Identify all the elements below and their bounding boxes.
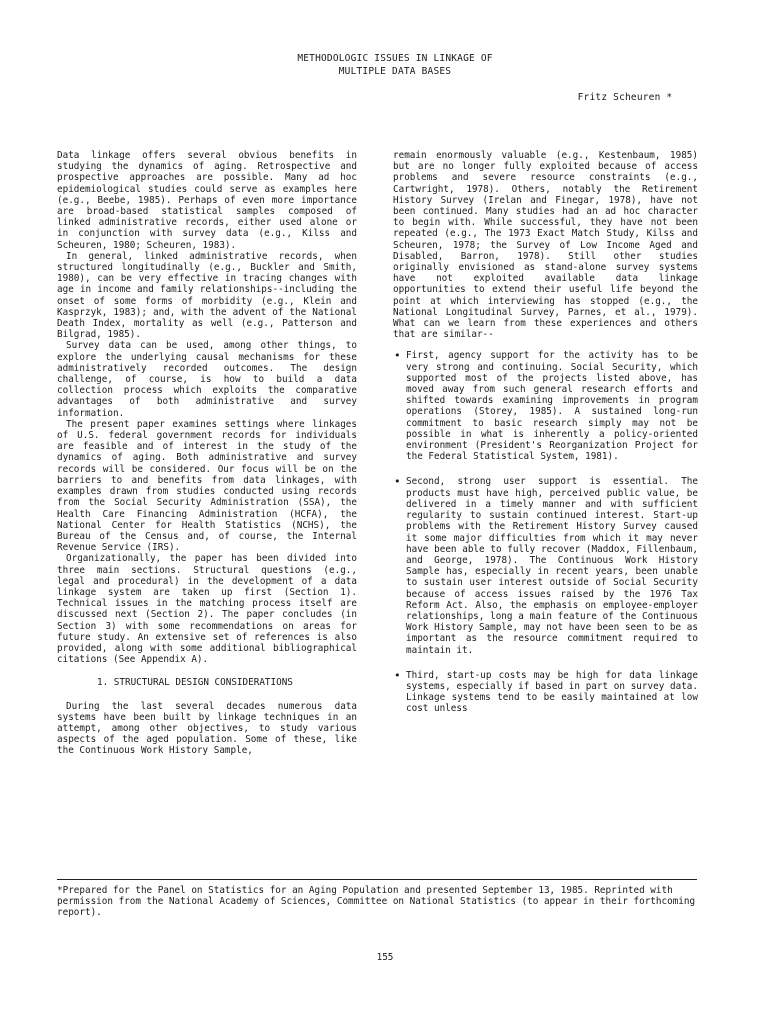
- footnote: *Prepared for the Panel on Statistics for an Aging Population and presented September 13, 1985. Reprinted with permission from the National Academy of Sciences, Committee on National Statistics (to appear in their forthcoming report).: [57, 885, 696, 919]
- paper-title-line-2: MULTIPLE DATA BASES: [338, 66, 452, 77]
- left-column: [57, 150, 357, 757]
- paragraph-present-paper: The present paper examines settings where linkages of U.S. federal government records for individuals are feasible and of interest in the study of the dynamics of aging. Both administrative and survey records will be considered. Our focus will be on the barriers to and benefits from data linkages, with examples drawn from studies conducted using records from the Social Security Administration (SSA), the Health Care Financing Administration (HCFA), the National Center for Health Statistics (NCHS), the Bureau of the Census and, of course, the Internal Revenue Service (IRS).: [57, 418, 357, 554]
- right-column: [393, 150, 698, 729]
- list-item: • First, agency support for the activity has to be very strong and continuing. Social Security, which supported most of the projects listed above, has moved away from such general research efforts and shifted towards examining improvements in program operations (Storey, 1985). A sustained long-run commitment to basic research simply may not be possible in what is inherently a policy-oriented environment (President's Reorganization Project for the Federal Statistical System, 1981).: [393, 350, 698, 462]
- paragraph-intro: Data linkage offers several obvious benefits in studying the dynamics of aging. Retrospective and prospective approaches are possible. Many ad hoc epidemiological studies could serve as examples here (e.g., Beebe, 1985). Perhaps of even more importance are broad-based statistical samples composed of linked administrative records, either used alone or in conjunction with survey data (e.g., Kilss and Scheuren, 1980; Scheuren, 1983).: [57, 150, 357, 251]
- paragraph-structural-design: During the last several decades numerous data systems have been built by linkage techniques in an attempt, among other objectives, to study various aspects of the aged population. Some of these, like the Continuous Work History Sample,: [57, 700, 357, 757]
- lessons-list: [393, 350, 698, 714]
- list-item: • Second, strong user support is essential. The products must have high, perceived public value, be delivered in a timely manner and with sufficient regularity to sustain continued interest. Start-up problems with the Retirement History Survey caused it some major difficulties from which it may never have been able to fully recover (Maddox, Fillenbaum, and George, 1978). The Continuous Work History Sample has, especially in recent years, been unable to sustain user interest outside of Social Security because of access issues raised by the 1976 Tax Reform Act. Also, the emphasis on employee-employer relationships, long a main feature of the Continuous Work History Sample, may not have been seen to be as important as the resource commitment required to maintain it.: [393, 476, 698, 655]
- list-item: • Third, start-up costs may be high for data linkage systems, especially if based in part on survey data. Linkage systems tend to be easily maintained at low cost unless: [393, 670, 698, 715]
- footnote-divider: [57, 879, 697, 880]
- paragraph-continuation: remain enormously valuable (e.g., Kestenbaum, 1985) but are no longer fully exploited because of access problems and severe resource constraints (e.g., Cartwright, 1978). Others, notably the Retirement History Survey (Irelan and Finegar, 1978), have not been continued. Many studies had an ad hoc character to begin with. While successful, they have not been repeated (e.g., The 1973 Exact Match Study, Kilss and Scheuren, 1978; the Survey of Low Income Aged and Disabled, Barron, 1978). Still other studies originally envisioned as stand-alone survey systems have not exploited available data linkage opportunities to extend their useful life beyond the point at which interviewing has stopped (e.g., the National Longitudinal Survey, Parnes, et al., 1979). What can we learn from these experiences and others that are similar--: [393, 150, 698, 341]
- paragraph-survey-data: Survey data can be used, among other things, to explore the underlying causal mechanisms for these administratively recorded outcomes. The design challenge, of course, is how to build a data collection process which exploits the comparative advantages of both administrative and survey information.: [57, 340, 357, 419]
- paper-title-line-1: METHODOLOGIC ISSUES IN LINKAGE OF: [297, 53, 493, 64]
- paragraph-organization: Organizationally, the paper has been divided into three main sections. Structural questions (e.g., legal and procedural) in the development of a data linkage system are taken up first (Section 1). Technical issues in the matching process itself are discussed next (Section 2). The paper concludes (in Section 3) with some recommendations on areas for future study. An extensive set of references is also provided, along with some additional bibliographical citations (See Appendix A).: [57, 553, 357, 666]
- page-number: 155: [376, 952, 394, 963]
- paragraph-linked-records: In general, linked administrative records, when structured longitudinally (e.g., Buckler and Smith, 1980), can be very effective in tracing changes with age in income and family relationships--including the onset of some forms of morbidity (e.g., Klein and Kasprzyk, 1983); and, with the advent of the National Death Index, mortality as well (e.g., Patterson and Bilgrad, 1985).: [57, 250, 357, 341]
- section-heading: 1. STRUCTURAL DESIGN CONSIDERATIONS: [97, 677, 293, 689]
- author-name: Fritz Scheuren *: [577, 92, 673, 103]
